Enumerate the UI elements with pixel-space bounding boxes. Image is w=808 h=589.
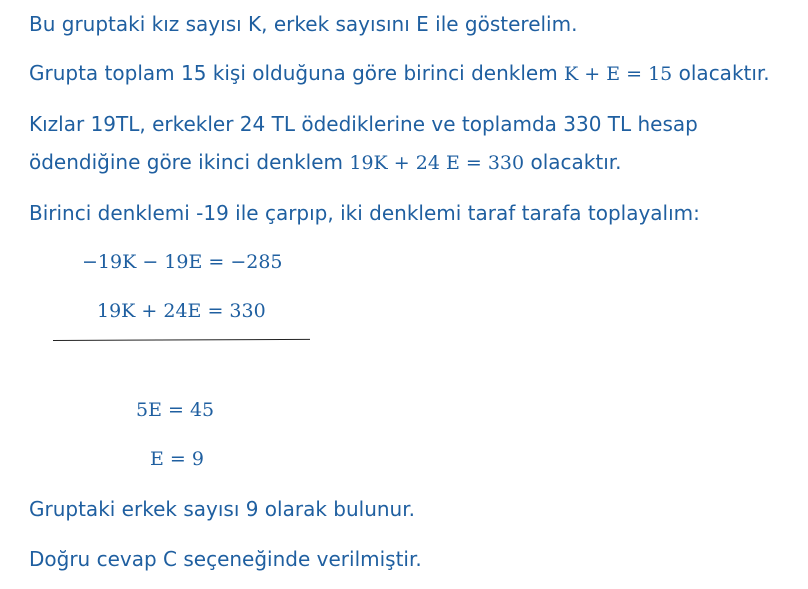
second-equation-math: 19K + 24 E = 330 (349, 152, 525, 174)
second-equation-text-1: Kızlar 19TL, erkekler 24 TL ödediklerine ve toplamda 330 TL hesap (29, 112, 698, 136)
work-solution: E = 9 (150, 448, 204, 470)
first-equation-math: K + E = 15 (564, 63, 673, 85)
first-equation-text: Grupta toplam 15 kişi olduğuna göre birinci denklem (29, 61, 558, 85)
elimination-text: Birinci denklemi -19 ile çarpıp, iki denklemi taraf tarafa toplayalım: (29, 201, 700, 225)
second-equation-suffix: olacaktır. (530, 150, 622, 174)
second-equation-text-2: ödendiğine göre ikinci denklem (29, 150, 344, 174)
work-equation-a: −19K − 19E = −285 (82, 251, 283, 273)
second-equation-line (29, 152, 622, 173)
answer-text: Doğru cevap C seçeneğinde verilmiştir. (29, 547, 422, 571)
first-equation-line (29, 63, 770, 84)
first-equation-suffix: olacaktır. (678, 61, 770, 85)
intro-text: Bu gruptaki kız sayısı K, erkek sayısını E ile gösterelim. (29, 12, 578, 36)
sum-divider-line (53, 339, 310, 341)
work-sum: 5E = 45 (136, 399, 215, 421)
work-equation-b: 19K + 24E = 330 (97, 300, 266, 322)
result-text: Gruptaki erkek sayısı 9 olarak bulunur. (29, 497, 415, 521)
